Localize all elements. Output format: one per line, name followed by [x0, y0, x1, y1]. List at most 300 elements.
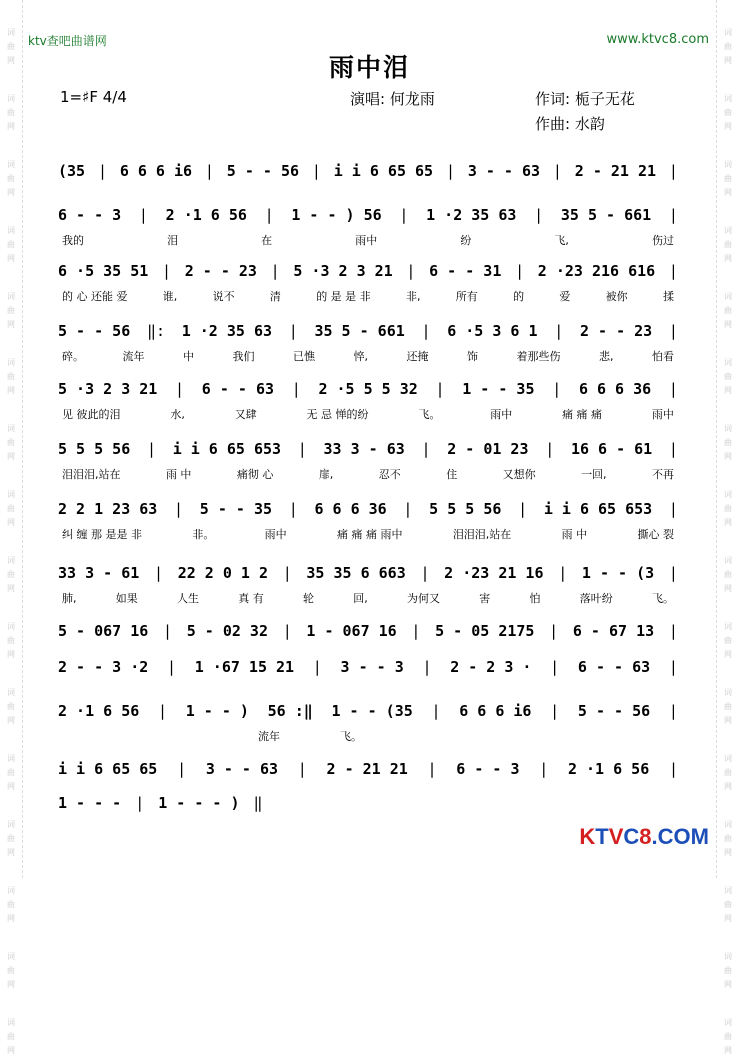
side-watermark-char: 词 — [7, 424, 15, 433]
note-line — [58, 260, 678, 280]
lyric: 怕 — [529, 592, 541, 605]
lyric: 我们 — [232, 350, 255, 363]
lyric: 又想你 — [502, 468, 536, 481]
side-watermark-char: 词 — [724, 622, 732, 631]
measure: 2 - - 3 ·2 — [58, 658, 149, 676]
bar-line: | — [435, 380, 445, 398]
side-watermark-char: 曲 — [7, 636, 15, 645]
score-line — [58, 656, 678, 676]
measure: 1 ·2 35 63 — [426, 206, 517, 224]
side-watermark-char: 网 — [724, 254, 732, 263]
bar-line: | — [399, 206, 409, 224]
bar-line: | — [264, 206, 274, 224]
measure: 6 - - 3 — [58, 206, 122, 224]
side-watermark-char: 网 — [724, 716, 732, 725]
bar-line: ‖: — [146, 322, 166, 340]
bar-line: | — [167, 658, 177, 676]
lyric: 纷 — [460, 234, 472, 247]
side-watermark-char: 词 — [724, 754, 732, 763]
score-line — [58, 260, 678, 302]
measure: 35 5 - 661 — [560, 206, 652, 224]
side-watermark-char: 词 — [724, 820, 732, 829]
side-watermark-char: 词 — [7, 292, 15, 301]
bar-line: | — [282, 622, 292, 640]
score-line — [58, 320, 678, 362]
side-watermark-char: 词 — [7, 358, 15, 367]
lyric: 人生 — [177, 592, 199, 605]
measure: 1 - 067 16 — [306, 622, 397, 640]
side-watermark-char: 曲 — [7, 240, 15, 249]
measure: 6 ·5 3 6 1 — [447, 322, 538, 340]
side-watermark-char: 词 — [7, 952, 15, 961]
side-watermark-char: 词 — [724, 556, 732, 565]
lyric: 一回, — [581, 468, 607, 481]
lyric: 泪 — [167, 234, 179, 247]
bar-line: | — [422, 658, 432, 676]
side-watermark-char: 网 — [724, 188, 732, 197]
measure: 6 - - 31 — [429, 262, 502, 280]
side-watermark-char: 词 — [724, 28, 732, 37]
measure: 6 6 6 i6 — [119, 162, 193, 180]
measure: 5 5 5 56 — [58, 440, 131, 458]
lyric: 水, — [170, 408, 185, 421]
bar-line: | — [668, 440, 678, 458]
measure: (35 — [58, 162, 86, 180]
bar-line: | — [153, 564, 163, 582]
side-watermark-char: 网 — [724, 122, 732, 131]
side-watermark-char: 词 — [7, 754, 15, 763]
side-watermark-char: 词 — [724, 886, 732, 895]
side-watermark-char: 网 — [724, 848, 732, 857]
score-line — [58, 438, 678, 480]
lyric: 怕看 — [652, 350, 674, 363]
lyric: 碎。 — [62, 350, 84, 363]
measure: 5 ·3 2 3 21 — [293, 262, 393, 280]
bar-line: | — [668, 622, 678, 640]
side-watermark-char: 网 — [724, 584, 732, 593]
lyric: 非, — [405, 290, 421, 303]
measure: 2 - - 23 — [184, 262, 257, 280]
measure: 6 6 6 i6 — [459, 702, 532, 720]
side-watermark-char: 词 — [7, 622, 15, 631]
lyric: 轮 — [303, 592, 314, 605]
lyric: 害 — [479, 592, 491, 605]
lyric: 撕心 裂 — [637, 528, 674, 541]
side-watermark-char: 词 — [7, 688, 15, 697]
side-watermark-char: 词 — [7, 94, 15, 103]
lyric: 雨 中 — [561, 528, 588, 541]
measure: 3 - - 3 — [340, 658, 404, 676]
side-watermark-char: 曲 — [7, 42, 15, 51]
score-line — [58, 562, 678, 604]
measure: 2 - 21 21 — [574, 162, 657, 180]
side-watermark-char: 曲 — [724, 636, 732, 645]
lyric: 清 — [269, 290, 281, 303]
side-watermark-left — [0, 0, 23, 1055]
side-watermark-char: 曲 — [7, 438, 15, 447]
bar-line: | — [549, 622, 559, 640]
bar-line: | — [668, 702, 678, 720]
lyric: 悴, — [353, 350, 368, 363]
bar-line: | — [668, 500, 678, 518]
side-watermark-char: 曲 — [724, 306, 732, 315]
bar-line: | — [445, 162, 455, 180]
measure: i i 6 65 653 — [543, 500, 653, 518]
side-watermark-char: 词 — [724, 358, 732, 367]
lyric-line — [58, 406, 678, 420]
bar-line: | — [204, 162, 214, 180]
note-line — [58, 758, 678, 778]
lyric: 飞。 — [418, 408, 441, 421]
bar-line: | — [427, 760, 437, 778]
measure: 3 - - 63 — [205, 760, 279, 778]
measure: i i 6 65 65 — [58, 760, 158, 778]
measure: 1 - - (35 — [331, 702, 413, 720]
bar-line: | — [668, 322, 678, 340]
side-watermark-char: 词 — [724, 226, 732, 235]
bar-line: | — [558, 564, 568, 582]
side-watermark-right — [716, 0, 739, 1055]
measure: 1 - - (3 — [581, 564, 655, 582]
side-watermark-char: 网 — [7, 782, 15, 791]
note-line — [58, 620, 678, 640]
lyric-line — [58, 348, 678, 362]
measure: 6 - 67 13 — [572, 622, 655, 640]
lyric: 飞。 — [340, 730, 362, 743]
side-watermark-char: 词 — [7, 820, 15, 829]
measure: 2 ·1 6 56 — [165, 206, 247, 224]
lyric: 雨 中 — [165, 468, 192, 481]
side-watermark-char: 网 — [724, 452, 732, 461]
bar-line: | — [297, 440, 307, 458]
bar-line: | — [135, 794, 145, 812]
side-watermark-char: 词 — [724, 292, 732, 301]
lyric: 扉, — [318, 468, 334, 481]
side-watermark-char: 词 — [7, 490, 15, 499]
measure: 5 - - 56 — [58, 322, 131, 340]
side-watermark-char: 网 — [7, 254, 15, 263]
score-line — [58, 498, 678, 540]
bar-line: | — [403, 500, 413, 518]
note-line — [58, 204, 678, 224]
side-watermark-char: 曲 — [7, 966, 15, 975]
lyric-line — [58, 526, 678, 540]
side-watermark-char: 曲 — [7, 504, 15, 513]
side-watermark-char: 词 — [724, 490, 732, 499]
measure: 2 ·1 6 56 — [58, 702, 140, 720]
bar-line: | — [406, 262, 416, 280]
lyric: 流年 — [122, 350, 145, 363]
measure: 5 - 05 2175 — [435, 622, 535, 640]
side-watermark-char: 词 — [724, 424, 732, 433]
lyric: 落叶纷 — [579, 592, 613, 605]
measure: 6 ·5 35 51 — [58, 262, 149, 280]
side-watermark-char: 网 — [7, 320, 15, 329]
side-watermark-char: 词 — [7, 886, 15, 895]
lyric: 着那些伤 — [516, 350, 561, 363]
side-watermark-char: 曲 — [7, 1032, 15, 1041]
lyric: 中 — [183, 350, 194, 363]
lyric-line — [58, 590, 678, 604]
measure: 33 3 - 63 — [323, 440, 405, 458]
side-watermark-char: 曲 — [7, 174, 15, 183]
side-watermark-char: 网 — [724, 320, 732, 329]
measure: 2 - - 23 — [579, 322, 653, 340]
bar-line: | — [288, 322, 298, 340]
bar-line: | — [420, 564, 430, 582]
note-line — [58, 792, 678, 812]
lyric: 真 有 — [238, 592, 264, 605]
lyric: 又肆 — [234, 408, 257, 421]
side-watermark-char: 曲 — [724, 372, 732, 381]
lyric: 饰 — [467, 350, 478, 363]
lyric: 痛彻 心 — [236, 468, 274, 481]
lyric: 非。 — [192, 528, 215, 541]
side-watermark-char: 曲 — [7, 306, 15, 315]
side-watermark-char: 曲 — [724, 240, 732, 249]
bar-line: | — [288, 500, 298, 518]
bar-line: | — [552, 162, 562, 180]
measure: i i 6 65 653 — [172, 440, 282, 458]
side-watermark-char: 网 — [7, 914, 15, 923]
score-line — [58, 758, 678, 778]
bar-line: ‖ — [253, 794, 263, 812]
bar-line: | — [668, 206, 678, 224]
ktvc8-logo: KTVC8.COM — [579, 824, 709, 849]
lyric: 不再 — [652, 468, 674, 481]
lyric-line — [58, 466, 678, 480]
lyric: 的 心 还能 爱 — [62, 290, 128, 303]
side-watermark-char: 曲 — [7, 570, 15, 579]
bar-line: | — [431, 702, 441, 720]
measure: 35 35 6 663 — [306, 564, 406, 582]
measure: 22 2 0 1 2 — [177, 564, 268, 582]
measure: 3 - - 63 — [467, 162, 541, 180]
note-line — [58, 320, 678, 340]
lyric: 所有 — [455, 290, 478, 303]
side-watermark-char: 网 — [7, 518, 15, 527]
side-watermark-char: 词 — [7, 160, 15, 169]
bar-line: | — [157, 702, 168, 720]
measure: 2 - 01 23 — [447, 440, 529, 458]
lyric: 泪泪泪,站在 — [62, 468, 121, 481]
measure: 5 - - 56 — [226, 162, 300, 180]
side-watermark-char: 网 — [7, 56, 15, 65]
measure: 56 :‖ — [267, 702, 313, 720]
bar-line: | — [411, 622, 421, 640]
lyric: 雨中 — [264, 528, 287, 541]
side-watermark-char: 曲 — [724, 1032, 732, 1041]
side-watermark-char: 网 — [724, 650, 732, 659]
side-watermark-char: 曲 — [724, 966, 732, 975]
side-watermark-char: 网 — [7, 650, 15, 659]
bar-line: | — [421, 440, 431, 458]
measure: 2 2 1 23 63 — [58, 500, 158, 518]
lyric: 住 — [446, 468, 458, 481]
score-line — [58, 792, 678, 812]
side-watermark-char: 网 — [7, 980, 15, 989]
lyric: 泪泪泪,站在 — [452, 528, 512, 541]
lyric: 纠 缠 那 是是 非 — [62, 528, 142, 541]
lyric: 雨中 — [651, 408, 674, 421]
side-watermark-char: 曲 — [724, 702, 732, 711]
measure: 6 6 6 36 — [314, 500, 387, 518]
lyric: 爱 — [559, 290, 571, 303]
lyric: 揉 — [662, 290, 674, 303]
bar-line: | — [282, 564, 292, 582]
lyric: 已憔 — [293, 350, 315, 363]
lyric: 忍不 — [378, 468, 401, 481]
side-watermark-char: 网 — [7, 716, 15, 725]
side-watermark-char: 词 — [7, 226, 15, 235]
bar-line: | — [297, 760, 307, 778]
bar-line: | — [518, 500, 528, 518]
site-name-watermark: ktv查吧曲谱网 — [28, 34, 107, 48]
bar-line: | — [668, 262, 678, 280]
lyric: 伤过 — [651, 234, 674, 247]
side-watermark-char: 网 — [724, 56, 732, 65]
bar-line: | — [554, 322, 564, 340]
side-watermark-char: 词 — [724, 94, 732, 103]
side-watermark-char: 词 — [7, 28, 15, 37]
note-line — [58, 656, 678, 676]
side-watermark-char: 曲 — [724, 570, 732, 579]
measure: 2 ·1 6 56 — [567, 760, 650, 778]
side-watermark-char: 网 — [724, 1046, 732, 1055]
bar-line: | — [312, 658, 322, 676]
lyric: 痛 痛 痛 雨中 — [336, 528, 403, 541]
lyric: 雨中 — [490, 408, 513, 421]
bar-line: | — [175, 380, 185, 398]
bar-line: | — [146, 440, 156, 458]
score-line — [58, 378, 678, 420]
side-watermark-char: 词 — [724, 688, 732, 697]
measure: 6 - - 63 — [201, 380, 275, 398]
bar-line: | — [311, 162, 321, 180]
side-watermark-char: 网 — [724, 980, 732, 989]
bar-line: | — [162, 262, 172, 280]
lyric-line — [58, 232, 678, 246]
side-watermark-char: 网 — [724, 782, 732, 791]
side-watermark-char: 曲 — [7, 108, 15, 117]
side-watermark-char: 曲 — [7, 372, 15, 381]
lyric: 说不 — [212, 290, 235, 303]
measure: 5 - - 35 — [199, 500, 273, 518]
measure: 1 - - 35 — [462, 380, 535, 398]
measure: 5 - 067 16 — [58, 622, 149, 640]
side-watermark-char: 曲 — [724, 504, 732, 513]
side-watermark-char: 网 — [7, 452, 15, 461]
side-watermark-char: 曲 — [724, 108, 732, 117]
lyric: 的 — [513, 290, 525, 303]
bar-line: | — [545, 440, 555, 458]
bar-line: | — [552, 380, 562, 398]
lyric: 回, — [353, 592, 368, 605]
measure: 5 ·3 2 3 21 — [58, 380, 158, 398]
score-line — [58, 204, 678, 246]
measure: i i 6 65 65 — [333, 162, 434, 180]
measure: 2 ·23 21 16 — [444, 564, 544, 582]
lyric: 飞。 — [652, 592, 674, 605]
lyric: 悲, — [599, 350, 614, 363]
side-watermark-char: 网 — [7, 122, 15, 131]
side-watermark-char: 词 — [7, 1018, 15, 1027]
singer-credit: 演唱: 何龙雨 — [350, 90, 435, 108]
measure: 1 ·2 35 63 — [181, 322, 273, 340]
lyric: 见 彼此的泪 — [62, 408, 121, 421]
lyric: 的 是 是 非 — [316, 290, 371, 303]
measure: 33 3 - 61 — [58, 564, 140, 582]
score-line — [58, 160, 678, 180]
measure: 5 5 5 56 — [429, 500, 502, 518]
side-watermark-char: 曲 — [7, 834, 15, 843]
bar-line: | — [421, 322, 431, 340]
side-watermark-char: 曲 — [724, 42, 732, 51]
bar-line: | — [534, 206, 544, 224]
lyric: 如果 — [115, 592, 138, 605]
lyric: 雨中 — [355, 234, 378, 247]
measure: 6 - - 3 — [456, 760, 520, 778]
side-watermark-char: 网 — [724, 386, 732, 395]
measure: 1 - - ) — [185, 702, 249, 720]
composer-credit: 作曲: 水韵 — [535, 115, 605, 133]
lyric: 我的 — [62, 234, 84, 247]
measure: 6 - - 63 — [577, 658, 651, 676]
lyric: 痛 痛 痛 — [562, 408, 603, 421]
bar-line: | — [177, 760, 187, 778]
bar-line: | — [668, 564, 678, 582]
measure: 16 6 - 61 — [570, 440, 653, 458]
measure: 5 - 02 32 — [186, 622, 268, 640]
side-watermark-char: 曲 — [724, 438, 732, 447]
bar-line: | — [539, 760, 549, 778]
lyric-line — [58, 288, 678, 302]
key-signature: 1=♯F 4/4 — [60, 88, 127, 106]
bar-line: | — [138, 206, 148, 224]
bar-line: | — [174, 500, 184, 518]
side-watermark-char: 网 — [7, 1046, 15, 1055]
lyric: 还掩 — [406, 350, 429, 363]
measure: 1 ·67 15 21 — [194, 658, 295, 676]
bar-line: | — [668, 760, 678, 778]
bar-line: | — [515, 262, 525, 280]
lyric: 为何又 — [407, 592, 440, 605]
side-watermark-char: 曲 — [7, 702, 15, 711]
side-watermark-char: 曲 — [7, 768, 15, 777]
side-watermark-char: 词 — [724, 160, 732, 169]
site-url-watermark: www.ktvc8.com — [606, 32, 709, 47]
note-line — [58, 160, 678, 180]
side-watermark-char: 词 — [7, 556, 15, 565]
side-watermark-char: 曲 — [724, 768, 732, 777]
note-line — [58, 378, 678, 398]
side-watermark-char: 网 — [7, 188, 15, 197]
side-watermark-char: 网 — [7, 386, 15, 395]
bar-line: | — [291, 380, 301, 398]
measure: 1 - - - ) — [158, 794, 240, 812]
song-title: 雨中泪 — [328, 53, 410, 82]
side-watermark-char: 曲 — [7, 900, 15, 909]
lyric: 谁, — [162, 290, 178, 303]
lyric: 被你 — [605, 290, 628, 303]
measure: 1 - - - — [58, 794, 122, 812]
bar-line: | — [668, 162, 678, 180]
lyricist-credit: 作词: 栀子无花 — [535, 90, 635, 108]
lyric: 肺, — [62, 592, 77, 605]
measure: 2 - 2 3 · — [450, 658, 532, 676]
side-watermark-char: 网 — [7, 848, 15, 857]
note-line — [58, 700, 678, 720]
